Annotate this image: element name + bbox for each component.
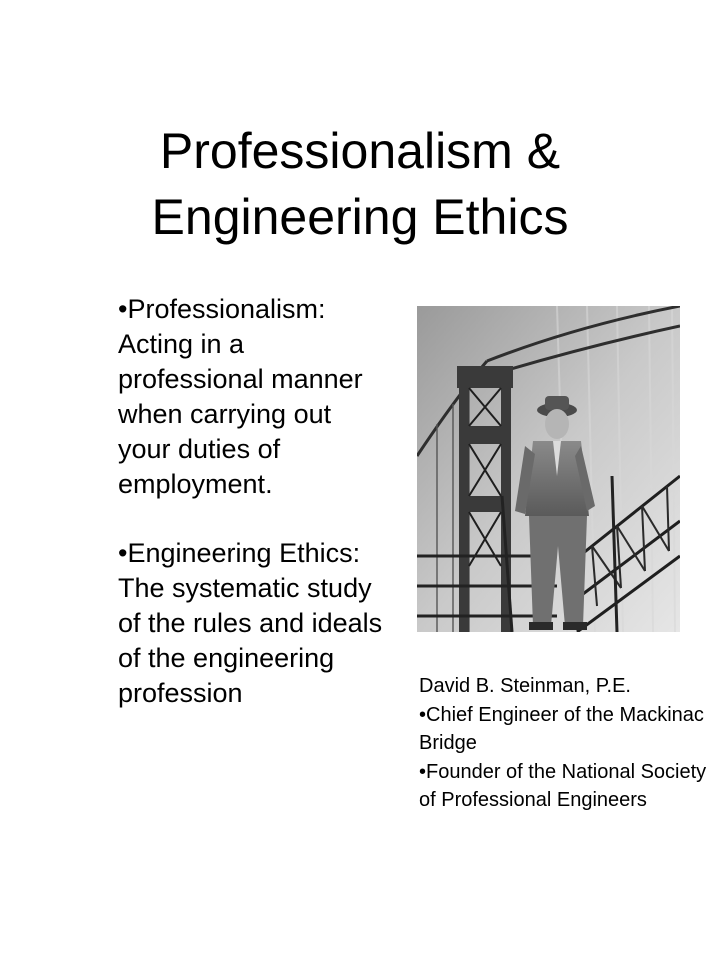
slide-title — [0, 118, 720, 250]
title-line-1: Professionalism & — [159, 123, 561, 179]
caption-line-chief-engineer: •Chief Engineer of the Mackinac Bridge — [419, 703, 704, 754]
photo-caption — [419, 672, 709, 815]
caption-line-founder: •Founder of the National Society of Professional Engineers — [419, 760, 707, 811]
caption-name: David B. Steinman, P.E. — [419, 675, 631, 697]
bullet-engineering-ethics: •Engineering Ethics: The systematic study of the rules and ideals of the engineering profession — [118, 538, 383, 708]
steinman-bridge-photo — [417, 306, 680, 632]
bullet-list — [118, 292, 388, 745]
bullet-professionalism: •Professionalism: Acting in a professional manner when carrying out your duties of employment. — [118, 294, 363, 499]
title-line-2: Engineering Ethics — [151, 189, 569, 245]
